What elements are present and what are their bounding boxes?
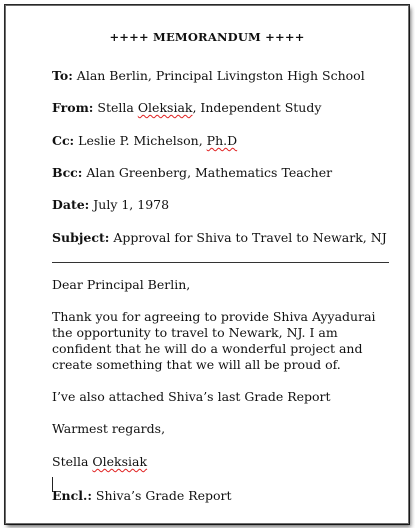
memo-cc-degree: Ph.D [206,133,238,148]
memo-to-value: Alan Berlin, Principal Livingston High School [72,68,365,83]
letter-attachment-note: I’ve also attached Shiva’s last Grade Report [52,389,331,404]
memo-to-line [52,68,365,83]
memo-bcc-line [52,165,332,180]
memo-date-value: July 1, 1978 [89,197,170,212]
memo-from-value-prefix: Stella [93,100,138,115]
enclosure-label: Encl.: [52,488,92,503]
memo-title: ++++ MEMORANDUM ++++ [109,30,305,44]
memo-from-surname: Oleksiak [137,100,193,115]
enclosure-line [52,488,397,504]
letter-body: Thank you for agreeing to provide Shiva Ayyadurai the opportunity to travel to Newark, NJ. I am confident that he will do a wonderful project and create something that we will all be proud of. [52,309,376,372]
document-page [5,5,409,524]
signature-last-name: Oleksiak [92,454,148,469]
enclosure-value: Shiva’s Grade Report [91,488,232,503]
header-divider [52,262,389,263]
memo-cc-line [52,133,237,148]
memo-from-line [52,100,321,115]
memo-cc-label: Cc: [52,133,75,148]
memo-from-value-suffix: , Independent Study [192,100,322,115]
memo-to-label: To: [52,68,73,83]
memo-date-line [52,197,169,212]
memo-bcc-value: Alan Greenberg, Mathematics Teacher [82,165,333,180]
letter-salutation: Dear Principal Berlin, [52,277,191,292]
memo-date-label: Date: [52,197,90,212]
memo-subject-label: Subject: [52,230,110,245]
memo-bcc-label: Bcc: [52,165,83,180]
letter-signature [52,454,397,470]
memo-cc-value-prefix: Leslie P. Michelson, [74,133,207,148]
letter-closing: Warmest regards, [52,421,166,436]
signature-first-name: Stella [52,454,93,469]
memo-subject-value: Approval for Shiva to Travel to Newark, NJ [109,230,387,245]
memo-from-label: From: [52,100,94,115]
memo-subject-line [52,230,387,245]
